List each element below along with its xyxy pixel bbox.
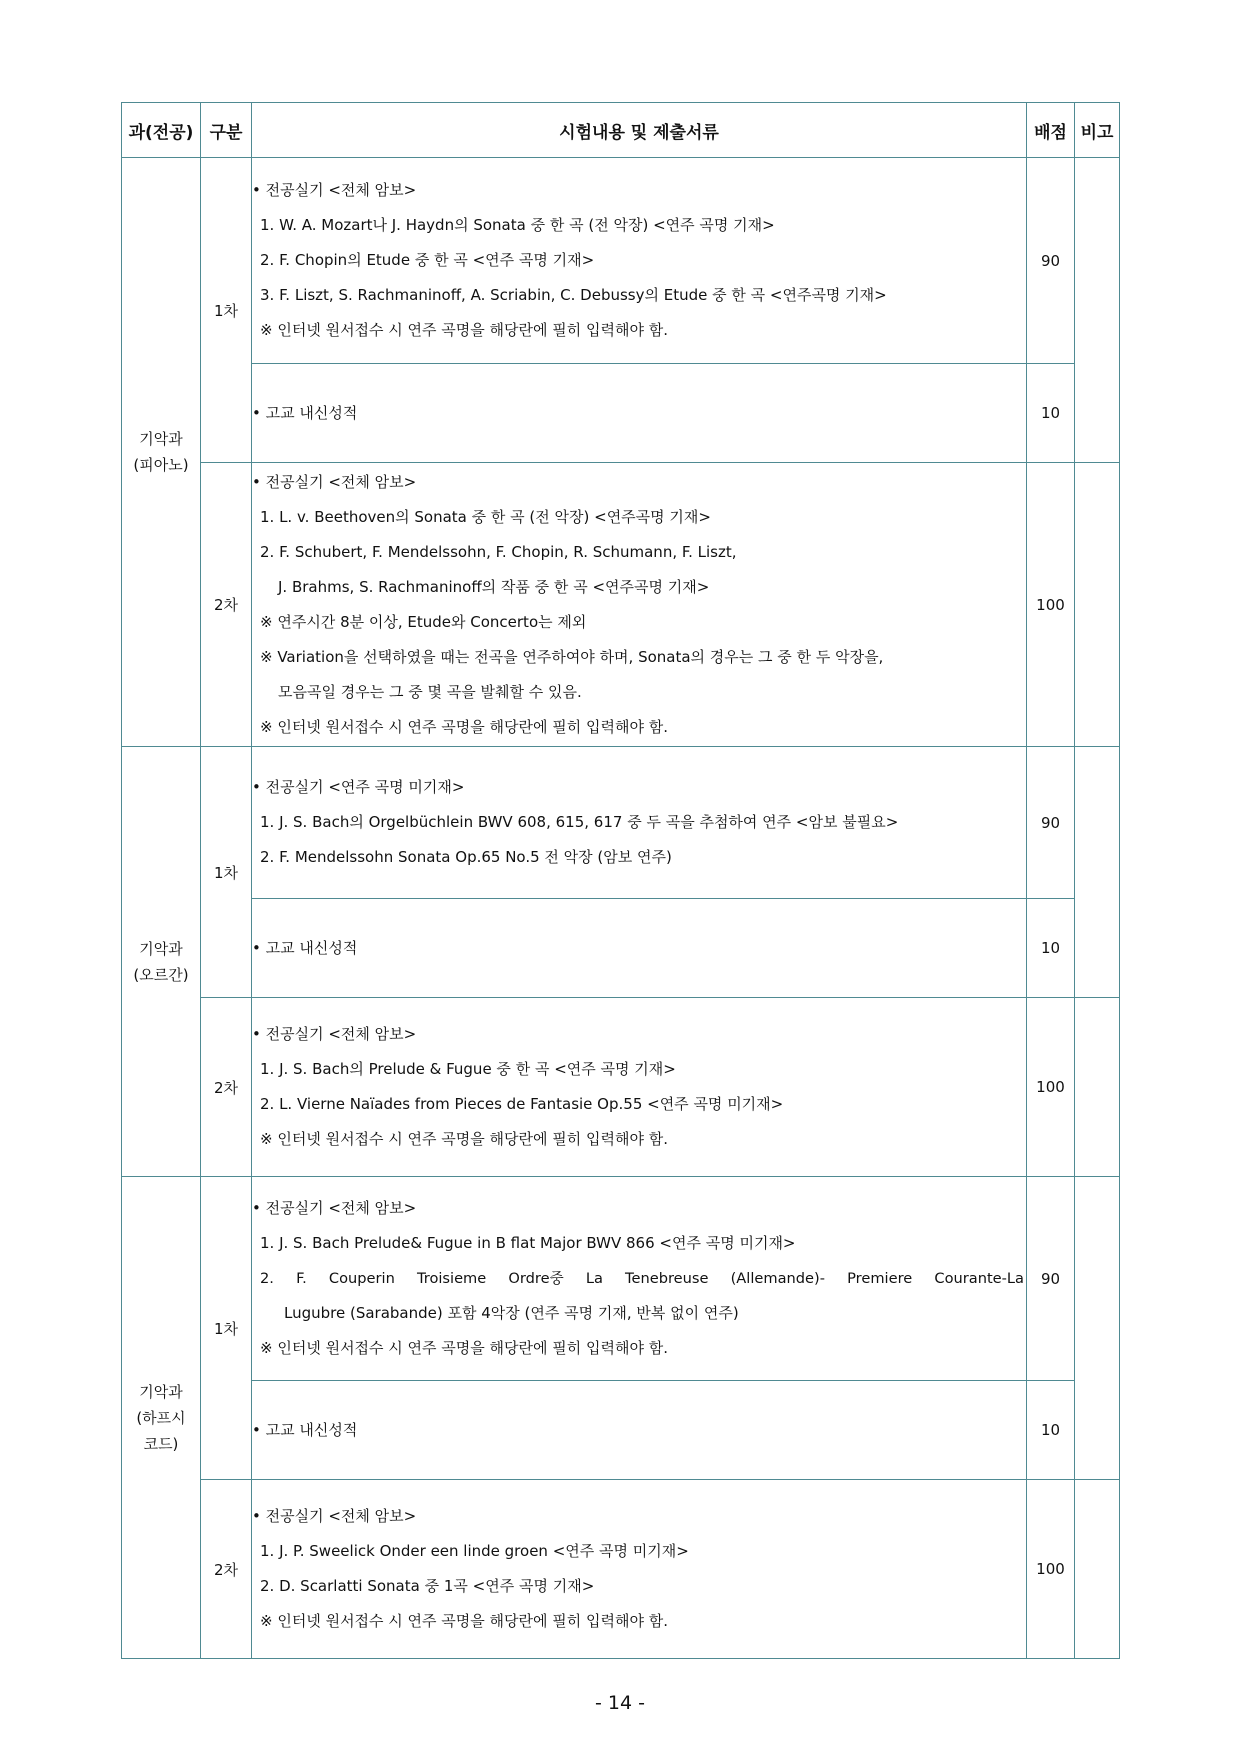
content-line: • 고교 내신성적 [252,403,358,422]
content-line: 1. L. v. Beethoven의 Sonata 중 한 곡 (전 악장) <연주곡명 기재> [260,507,711,526]
content-line: • 고교 내신성적 [252,938,358,957]
score-cell: 100 [1027,1480,1075,1659]
content-line: 1. J. P. Sweelick Onder een linde groen <연주 곡명 미기재> [260,1542,689,1560]
page-number: - 14 - [595,1692,645,1714]
content-line: 2. D. Scarlatti Sonata 중 1곡 <연주 곡명 기재> [260,1577,595,1595]
content-line: Lugubre (Sarabande) 포함 4악장 (연주 곡명 기재, 반복 없이 연주) [284,1304,739,1322]
content-cell [252,1480,1027,1659]
dept-name: 기악과 [139,1382,183,1401]
header-round: 구분 [201,103,252,158]
table-row [122,899,1120,998]
content-line: • 전공실기 <전체 암보> [252,472,417,491]
table-row [122,463,1120,747]
content-line: • 전공실기 <전체 암보> [252,1507,417,1525]
content-line: J. Brahms, S. Rachmaninoff의 작품 중 한 곡 <연주곡명 기재> [278,577,710,596]
content-line: ※ 인터넷 원서접수 시 연주 곡명을 해당란에 필히 입력해야 함. [260,1339,669,1357]
dept-piano [122,158,201,747]
header-content: 시험내용 및 제출서류 [252,103,1027,158]
exam-table [121,102,1120,1659]
content-cell [252,998,1027,1177]
dept-major: (하프시 [136,1408,186,1427]
header-row [122,103,1120,158]
note-cell [1075,1480,1120,1659]
dept-major: (피아노) [133,456,189,474]
content-cell [252,1177,1027,1381]
content-line: 2. F. Schubert, F. Mendelssohn, F. Chopin, R. Schumann, F. Liszt, [260,542,737,561]
content-cell [252,463,1027,747]
table-row [122,1381,1120,1480]
content-line: 1. J. S. Bach의 Orgelbüchlein BWV 608, 615, 617 중 두 곡을 추첨하여 연주 <암보 불필요> [260,813,899,831]
score-cell: 10 [1027,1381,1075,1480]
note-cell [1075,747,1120,998]
round-label: 1차 [201,158,252,463]
content-line: • 전공실기 <전체 암보> [252,1199,417,1217]
content-cell [252,747,1027,899]
round-label: 1차 [201,1177,252,1480]
content-line: ※ Variation을 선택하였을 때는 전곡을 연주하여야 하며, Sonata의 경우는 그 중 한 두 악장을, [260,647,884,666]
header-score: 배점 [1027,103,1075,158]
dept-name: 기악과 [139,939,183,958]
score-cell: 100 [1027,998,1075,1177]
score-cell: 90 [1027,1177,1075,1381]
header-dept: 과(전공) [122,103,201,158]
content-cell [252,1381,1027,1480]
table-row [122,364,1120,463]
dept-major-cont: 코드) [143,1434,179,1453]
content-cell [252,364,1027,463]
score-cell: 10 [1027,899,1075,998]
score-cell: 90 [1027,747,1075,899]
dept-major: (오르간) [133,965,189,984]
content-line: • 고교 내신성적 [252,1420,358,1439]
content-line: ※ 인터넷 원서접수 시 연주 곡명을 해당란에 필히 입력해야 함. [260,321,669,339]
dept-harpsichord [122,1177,201,1659]
content-line: 1. J. S. Bach의 Prelude & Fugue 중 한 곡 <연주 곡명 기재> [260,1060,676,1078]
score-cell: 10 [1027,364,1075,463]
content-line: 1. W. A. Mozart나 J. Haydn의 Sonata 중 한 곡 (전 악장) <연주 곡명 기재> [260,216,775,234]
content-cell [252,158,1027,364]
score-cell: 90 [1027,158,1075,364]
header-note: 비고 [1075,103,1120,158]
content-line: 2. F. Mendelssohn Sonata Op.65 No.5 전 악장 (암보 연주) [260,848,672,866]
content-line: 2. F. Couperin Troisieme Ordre중 La Tenebreuse (Allemande)- Premiere Courante-La [260,1270,1024,1287]
content-line: ※ 인터넷 원서접수 시 연주 곡명을 해당란에 필히 입력해야 함. [260,717,669,736]
round-label: 2차 [201,998,252,1177]
table-row [122,1480,1120,1659]
dept-name: 기악과 [139,430,183,448]
content-line: 2. L. Vierne Naïades from Pieces de Fantasie Op.55 <연주 곡명 미기재> [260,1095,784,1113]
dept-organ [122,747,201,1177]
content-line: 모음곡일 경우는 그 중 몇 곡을 발췌할 수 있음. [278,682,582,701]
note-cell [1075,463,1120,747]
score-cell: 100 [1027,463,1075,747]
table-row [122,998,1120,1177]
content-line: ※ 인터넷 원서접수 시 연주 곡명을 해당란에 필히 입력해야 함. [260,1612,669,1630]
note-cell [1075,1177,1120,1480]
content-line: • 전공실기 <전체 암보> [252,1025,417,1043]
note-cell [1075,998,1120,1177]
content-line: • 전공실기 <연주 곡명 미기재> [252,778,465,796]
content-cell [252,899,1027,998]
note-cell [1075,158,1120,463]
table-row [122,158,1120,364]
round-label: 1차 [201,747,252,998]
content-line: • 전공실기 <전체 암보> [252,181,417,199]
table-row [122,1177,1120,1381]
content-line: 1. J. S. Bach Prelude& Fugue in B flat Major BWV 866 <연주 곡명 미기재> [260,1234,796,1252]
round-label: 2차 [201,463,252,747]
round-label: 2차 [201,1480,252,1659]
content-line: 3. F. Liszt, S. Rachmaninoff, A. Scriabin, C. Debussy의 Etude 중 한 곡 <연주곡명 기재> [260,286,887,304]
content-line: ※ 인터넷 원서접수 시 연주 곡명을 해당란에 필히 입력해야 함. [260,1130,669,1148]
table-row [122,747,1120,899]
content-line: ※ 연주시간 8분 이상, Etude와 Concerto는 제외 [260,612,587,631]
content-line: 2. F. Chopin의 Etude 중 한 곡 <연주 곡명 기재> [260,251,595,269]
